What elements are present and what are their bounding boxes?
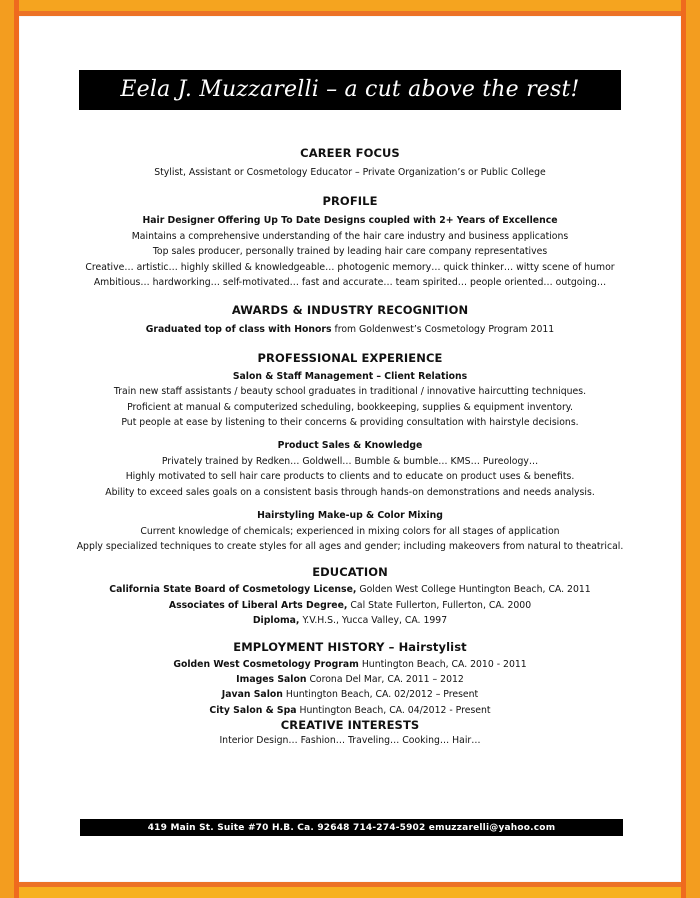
employment-2-detail: Corona Del Mar, CA. 2011 – 2012 — [306, 673, 464, 685]
employment-4-employer: City Salon & Spa — [209, 704, 297, 716]
employment-4-detail: Huntington Beach, CA. 04/2012 - Present — [296, 704, 491, 716]
employment-1-detail: Huntington Beach, CA. 2010 - 2011 — [358, 658, 527, 670]
education-license-detail: Golden West College Huntington Beach, CA. 2011 — [356, 584, 591, 596]
education-line-1 — [19, 582, 681, 597]
education-diploma-detail: Y.V.H.S., Yucca Valley, CA. 1997 — [299, 615, 448, 627]
employment-line-3 — [19, 687, 681, 702]
employment-3-employer: Javan Salon — [221, 689, 283, 701]
experience-group-2-line-1: Privately trained by Redken… Goldwell… Bumble & bumble… KMS… Pureology… — [161, 455, 539, 467]
profile-heading: PROFILE — [322, 194, 378, 209]
employment-3-detail: Huntington Beach, CA. 02/2012 – Present — [282, 689, 479, 701]
experience-heading: PROFESSIONAL EXPERIENCE — [257, 350, 443, 365]
employment-2-employer: Images Salon — [236, 673, 307, 685]
experience-group-1-line-2: Proficient at manual & computerized scheduling, bookkeeping, supplies & equipment inventory. — [127, 401, 573, 413]
education-license-title: California State Board of Cosmetology License, — [109, 584, 357, 596]
experience-group-3-line-2: Apply specialized techniques to create styles for all ages and gender; including makeovers from natural to theatrical. — [76, 540, 624, 552]
resume-page — [19, 16, 681, 882]
experience-group-2-title: Product Sales & Knowledge — [277, 440, 423, 452]
interests-heading: CREATIVE INTERESTS — [280, 718, 420, 733]
profile-lead: Hair Designer Offering Up To Date Designs coupled with 2+ Years of Excellence — [142, 215, 558, 227]
resume-content — [19, 146, 681, 749]
education-degree-title: Associates of Liberal Arts Degree, — [168, 599, 348, 611]
awards-rest: from Goldenwest’s Cosmetology Program 2011 — [331, 324, 555, 336]
employment-heading: EMPLOYMENT HISTORY – Hairstylist — [233, 639, 467, 654]
awards-heading: AWARDS & INDUSTRY RECOGNITION — [231, 303, 469, 318]
header-banner — [79, 70, 621, 110]
experience-group-2-line-2: Highly motivated to sell hair care products to clients and to educate on product uses & benefits. — [125, 471, 575, 483]
employment-line-1 — [19, 657, 681, 672]
experience-group-1-title: Salon & Staff Management – Client Relations — [232, 370, 468, 382]
career-focus-heading: CAREER FOCUS — [300, 146, 400, 160]
education-degree-detail: Cal State Fullerton, Fullerton, CA. 2000 — [347, 599, 532, 611]
education-diploma-title: Diploma, — [252, 615, 300, 627]
experience-group-2-line-3: Ability to exceed sales goals on a consistent basis through hands-on demonstrations and needs analysis. — [105, 486, 595, 498]
profile-line-5: Ambitious… hardworking… self-motivated… fast and accurate… team spirited… people oriented… outgoing… — [93, 277, 607, 289]
experience-group-3-title: Hairstyling Make-up & Color Mixing — [257, 510, 443, 522]
awards-text — [19, 322, 681, 337]
awards-bold: Graduated top of class with Honors — [145, 324, 332, 336]
profile-line-3: Top sales producer, personally trained by leading hair care company representatives — [152, 246, 548, 258]
profile-line-2: Maintains a comprehensive understanding of the hair care industry and business applications — [131, 230, 569, 242]
contact-bar: 419 Main St. Suite #70 H.B. Ca. 92648 714-274-5902 emuzzarelli@yahoo.com — [80, 819, 623, 836]
banner-title: Eela J. Muzzarelli – a cut above the rest! — [120, 76, 580, 102]
experience-group-3-line-1: Current knowledge of chemicals; experienced in mixing colors for all stages of application — [140, 525, 560, 537]
education-line-3 — [19, 613, 681, 628]
interests-text: Interior Design… Fashion… Traveling… Cooking… Hair… — [219, 735, 481, 747]
education-heading: EDUCATION — [312, 565, 388, 580]
experience-group-1-line-3: Put people at ease by listening to their concerns & providing consultation with hairstyle decisions. — [121, 417, 579, 429]
career-focus-text: Stylist, Assistant or Cosmetology Educator – Private Organization’s or Public College — [154, 167, 546, 178]
experience-group-1-line-1: Train new staff assistants / beauty school graduates in traditional / innovative haircutting techniques. — [113, 386, 587, 398]
employment-line-2 — [19, 672, 681, 687]
employment-line-4 — [19, 703, 681, 718]
employment-1-employer: Golden West Cosmetology Program — [173, 658, 359, 670]
profile-line-4: Creative… artistic… highly skilled & knowledgeable… photogenic memory… quick thinker… witty scene of humor — [85, 261, 615, 273]
education-line-2 — [19, 598, 681, 613]
